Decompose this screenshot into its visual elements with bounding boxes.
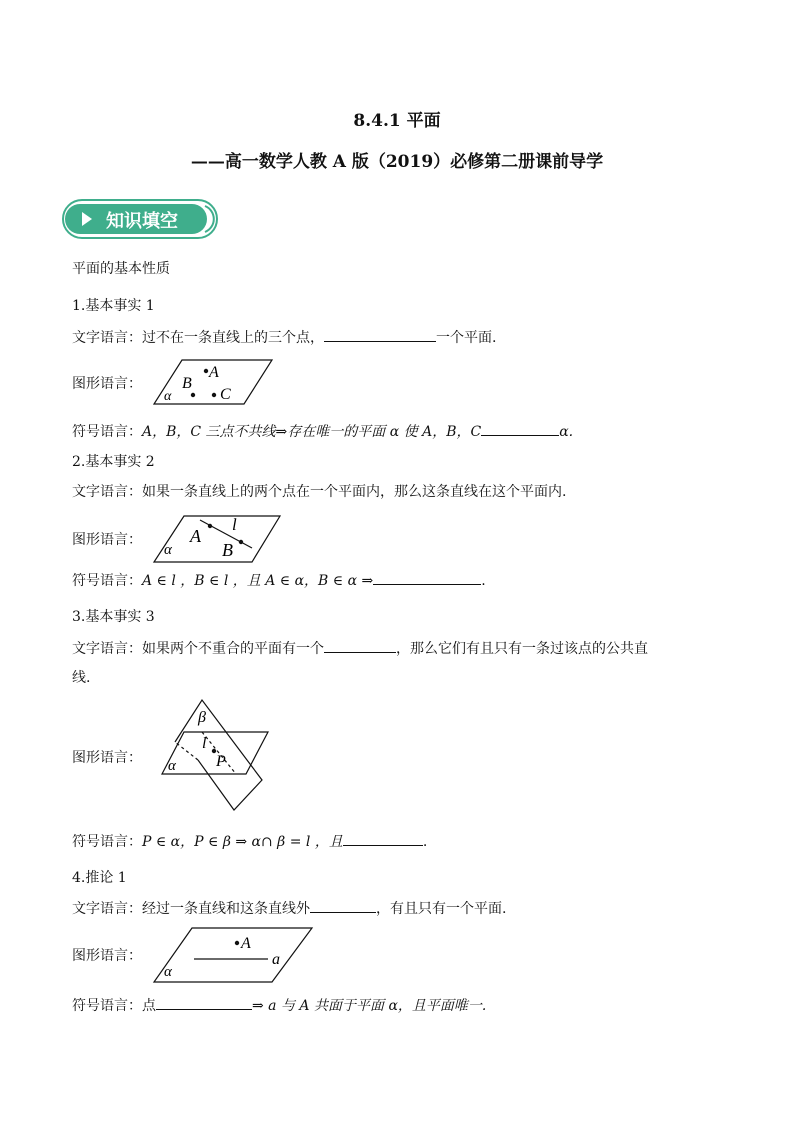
section-heading: 平面的基本性质 — [72, 261, 170, 277]
svg-text:A: A — [241, 935, 251, 952]
fact1-text: 文字语言：过不在一条直线上的三个点， 一个平面. — [72, 327, 496, 348]
svg-text:P: P — [216, 753, 226, 770]
fact1-figure — [152, 358, 274, 408]
fact2-symbol-blank[interactable] — [373, 570, 481, 585]
fact1-symbol: 符号语言：A，B，C 三点不共线⇒存在唯一的平面 α 使 A，B，C α. — [72, 421, 573, 442]
fact1-blank[interactable] — [324, 327, 436, 342]
fact2-heading: 2.基本事实 2 — [72, 454, 155, 470]
corollary1-symbol: 符号语言：点 ⇒ a 与 A 共面于平面 α，且平面唯一. — [72, 995, 486, 1016]
fact1-symbol-blank[interactable] — [481, 421, 559, 436]
fact2-graphic-label: 图形语言： — [72, 532, 142, 548]
svg-text:l: l — [202, 735, 207, 752]
fact3-blank[interactable] — [324, 638, 396, 653]
fact3-heading: 3.基本事实 3 — [72, 609, 155, 625]
fact2-figure — [152, 514, 282, 566]
fact3-symbol-blank[interactable] — [343, 831, 423, 846]
svg-text:α: α — [168, 758, 176, 774]
corollary1-graphic-label: 图形语言： — [72, 948, 142, 964]
corollary1-blank[interactable] — [310, 898, 376, 913]
fact3-figure — [158, 698, 270, 814]
page-subtitle: ——高一数学人教 A 版（2019）必修第二册课前导学 — [190, 152, 604, 172]
fact2-symbol: 符号语言：A ∈ l ，B ∈ l ，且 A ∈ α，B ∈ α ⇒ . — [72, 570, 486, 591]
svg-text:α: α — [164, 964, 172, 980]
fact3-text: 文字语言：如果两个不重合的平面有一个 ，那么它们有且只有一条过该点的公共直 — [72, 638, 648, 659]
corollary1-symbol-blank[interactable] — [156, 995, 252, 1010]
svg-text:A: A — [190, 526, 201, 546]
badge-label: 知识填空 — [106, 211, 178, 232]
fact3-text-wrap: 线. — [72, 670, 91, 686]
corollary1-figure — [152, 926, 314, 984]
corollary1-heading: 4.推论 1 — [72, 870, 127, 886]
svg-text:α: α — [164, 389, 172, 404]
fact3-symbol: 符号语言：P ∈ α，P ∈ β ⇒ α∩ β = l ，且 . — [72, 831, 427, 852]
fact3-graphic-label: 图形语言： — [72, 750, 142, 766]
svg-text:β: β — [198, 709, 206, 726]
svg-text:α: α — [164, 542, 172, 558]
section-badge — [62, 196, 220, 242]
page-title: 8.4.1 平面 — [353, 111, 441, 131]
fact2-text: 文字语言：如果一条直线上的两个点在一个平面内，那么这条直线在这个平面内. — [72, 484, 567, 500]
fact1-heading: 1.基本事实 1 — [72, 298, 155, 314]
svg-text:A: A — [209, 364, 219, 381]
svg-text:B: B — [222, 540, 233, 560]
svg-text:l: l — [232, 515, 237, 534]
svg-text:B: B — [182, 375, 192, 392]
fact1-graphic-label: 图形语言： — [72, 376, 142, 392]
corollary1-text: 文字语言：经过一条直线和这条直线外 ，有且只有一个平面. — [72, 898, 506, 919]
svg-text:C: C — [220, 386, 231, 403]
svg-text:a: a — [272, 951, 280, 968]
